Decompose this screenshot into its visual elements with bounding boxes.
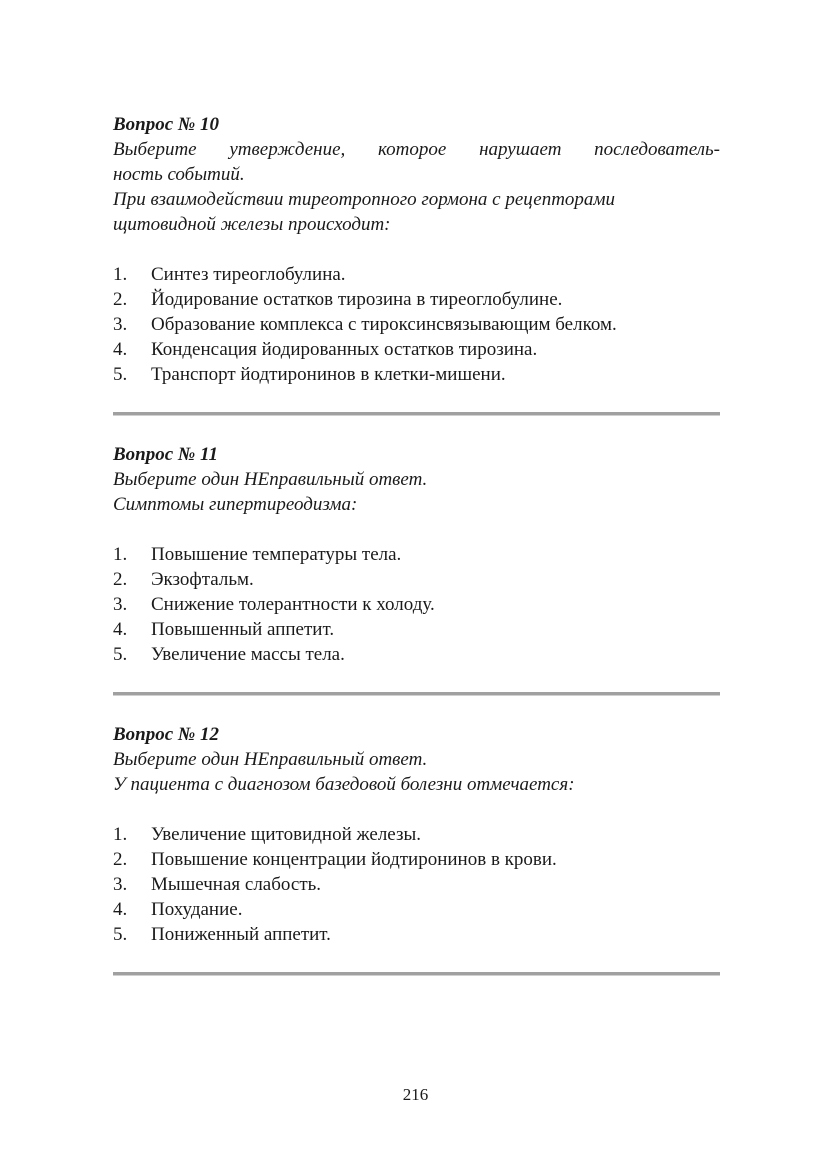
answer-option [113,642,720,667]
option-text: Повышение концентрации йодтиронинов в крови. [151,849,557,870]
question-prompt-line: При взаимодействии тиреотропного гормона с рецепторами [113,189,616,210]
option-text: Мышечная слабость. [151,874,322,895]
option-text: Йодирование остатков тирозина в тиреоглобулине. [151,289,563,310]
option-text: Похудание. [151,899,243,920]
answer-option [113,567,720,592]
question-prompt-line: У пациента с диагнозом базедовой болезни отмечается: [113,774,575,795]
option-number: 1. [113,824,128,845]
answer-option [113,337,720,362]
question-prompt-line: Выберите утверждение, которое нарушает последователь- [113,139,720,160]
option-number: 2. [113,849,128,870]
option-text: Снижение толерантности к холоду. [151,594,435,615]
question-title: Вопрос № 12 [113,724,220,745]
question-12 [113,722,720,947]
answer-option [113,922,720,947]
option-number: 4. [113,899,128,920]
page-number: 216 [402,1085,429,1104]
option-number: 2. [113,569,128,590]
option-text: Транспорт йодтиронинов в клетки-мишени. [151,364,506,385]
document-page [113,112,720,1002]
option-number: 5. [113,924,128,945]
question-prompt-line: щитовидной железы происходит: [113,214,391,235]
answer-option [113,822,720,847]
option-number: 3. [113,874,128,895]
question-title: Вопрос № 10 [113,114,220,135]
question-prompt-line: Выберите один НЕправильный ответ. [113,469,428,490]
option-number: 3. [113,314,128,335]
answer-option [113,897,720,922]
answer-option [113,287,720,312]
option-text: Образование комплекса с тироксинсвязывающим белком. [151,314,617,335]
question-10 [113,112,720,387]
section-divider [113,412,720,416]
question-prompt-line: Выберите один НЕправильный ответ. [113,749,428,770]
answer-option [113,262,720,287]
option-text: Синтез тиреоглобулина. [151,264,346,285]
option-number: 4. [113,619,128,640]
option-text: Увеличение щитовидной железы. [151,824,421,845]
answer-options [113,822,720,947]
option-text: Пониженный аппетит. [151,924,331,945]
answer-option [113,872,720,897]
answer-options [113,542,720,667]
option-number: 1. [113,544,128,565]
answer-options [113,262,720,387]
section-divider [113,692,720,696]
answer-option [113,847,720,872]
question-prompt-line: ность событий. [113,164,245,185]
question-11 [113,442,720,667]
section-divider [113,972,720,976]
option-number: 1. [113,264,128,285]
option-text: Конденсация йодированных остатков тирозина. [151,339,538,360]
answer-option [113,592,720,617]
answer-option [113,362,720,387]
option-number: 3. [113,594,128,615]
option-text: Повышенный аппетит. [151,619,335,640]
option-text: Увеличение массы тела. [151,644,345,665]
option-text: Экзофтальм. [151,569,254,590]
option-number: 5. [113,364,128,385]
answer-option [113,542,720,567]
question-prompt-line: Симптомы гипертиреодизма: [113,494,358,515]
answer-option [113,312,720,337]
option-text: Повышение температуры тела. [151,544,402,565]
answer-option [113,617,720,642]
option-number: 5. [113,644,128,665]
option-number: 4. [113,339,128,360]
question-title: Вопрос № 11 [113,444,219,465]
option-number: 2. [113,289,128,310]
